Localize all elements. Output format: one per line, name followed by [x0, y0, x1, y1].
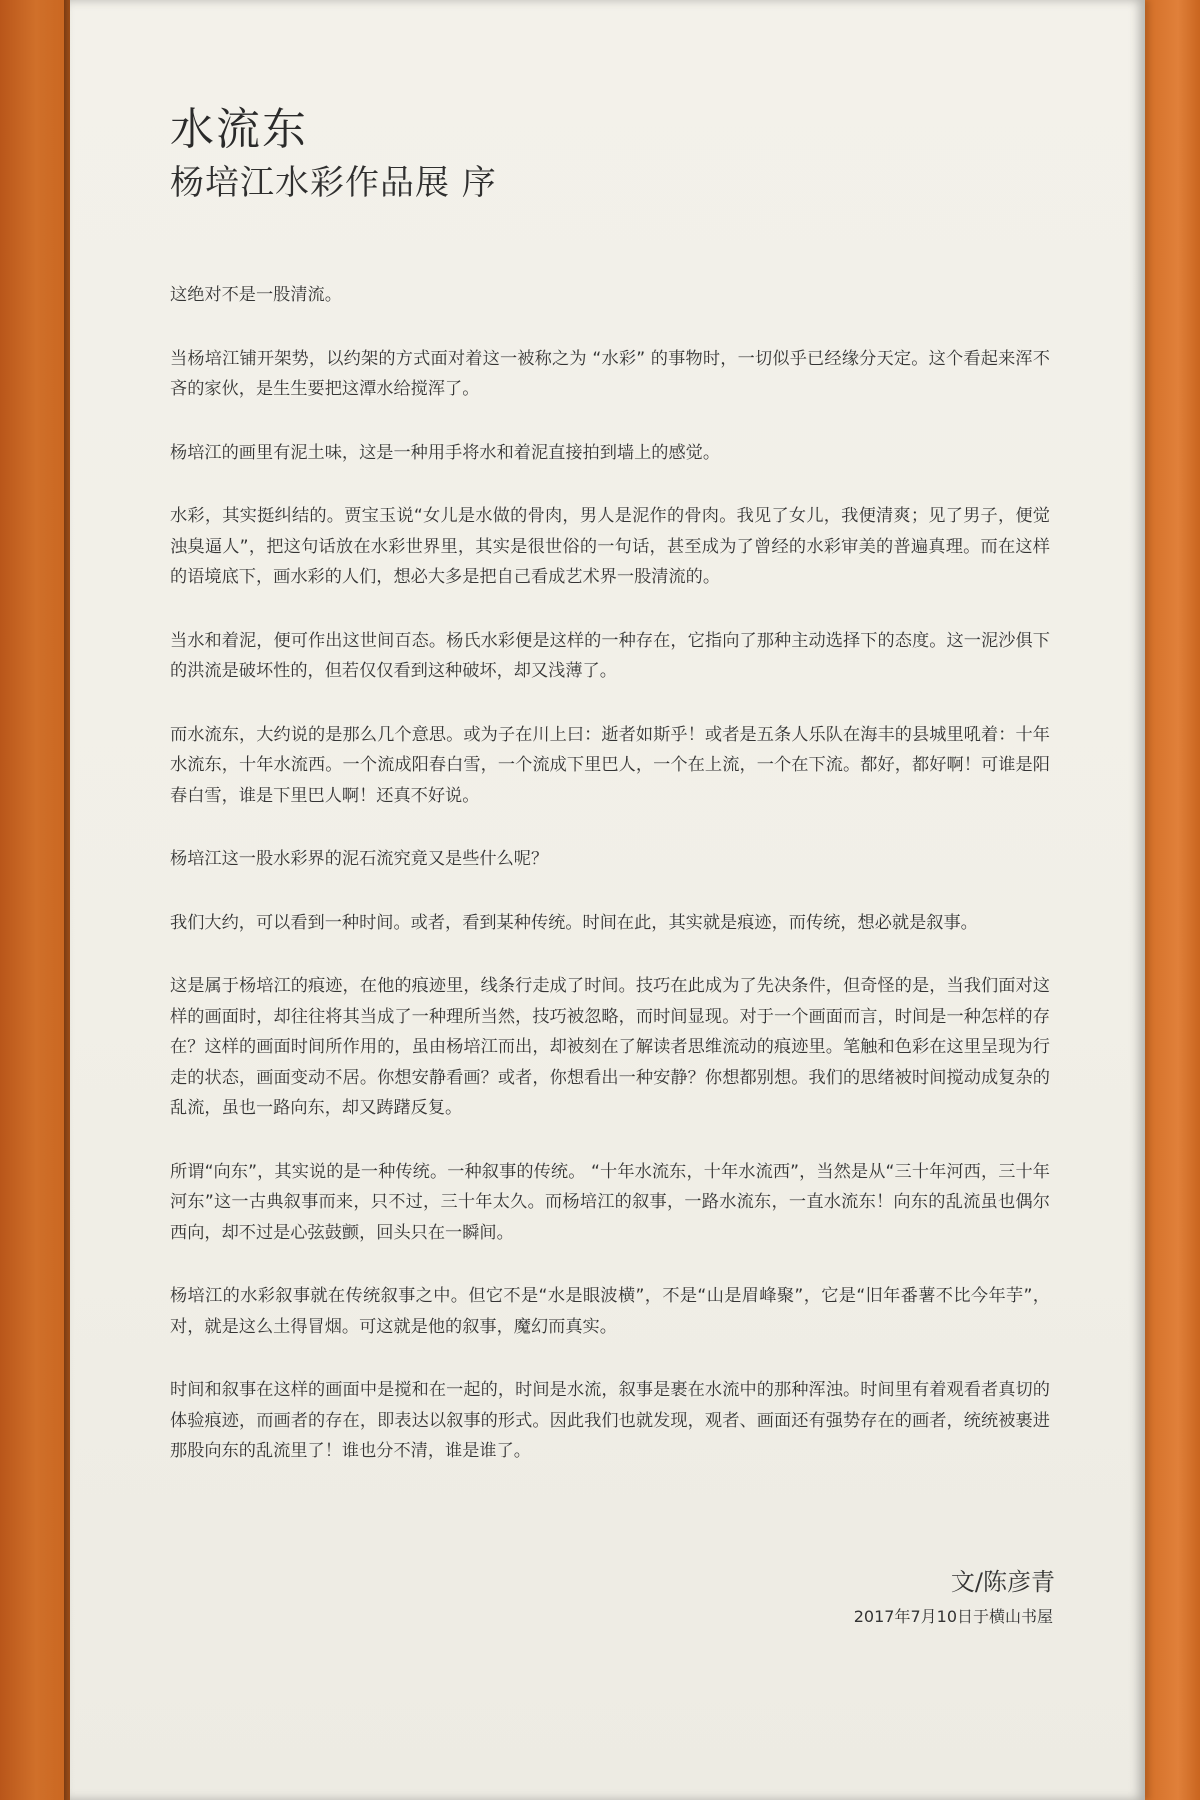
paragraph-4: 水彩，其实挺纠结的。贾宝玉说“女儿是水做的骨肉，男人是泥作的骨肉。我见了女儿，我便清爽；见了男子，便觉浊臭逼人”，把这句话放在水彩世界里，其实是很世俗的一句话，甚至成为了曾经的水彩审美的普遍真理。而在这样的语境底下，画水彩的人们，想必大多是把自己看成艺术界一股清流的。 — [170, 506, 1050, 587]
paragraph-3: 杨培江的画里有泥土味，这是一种用手将水和着泥直接拍到墙上的感觉。 — [170, 442, 721, 463]
paragraph-11: 杨培江的水彩叙事就在传统叙事之中。但它不是“水是眼波横”，不是“山是眉峰聚”，它是“旧年番薯不比今年芋”，对，就是这么土得冒烟。可这就是他的叙事，魔幻而真实。 — [170, 1286, 1050, 1337]
paragraph-12: 时间和叙事在这样的画面中是搅和在一起的，时间是水流，叙事是裹在水流中的那种浑浊。时间里有着观看者真切的体验痕迹，而画者的存在，即表达以叙事的形式。因此我们也就发现，观者、画面还有强势存在的画者，统统被裹进那股向东的乱流里了！谁也分不清，谁是谁了。 — [170, 1380, 1050, 1461]
paragraph-8: 我们大约，可以看到一种时间。或者，看到某种传统。时间在此，其实就是痕迹，而传统，想必就是叙事。 — [170, 912, 978, 933]
paragraph-6: 而水流东，大约说的是那么几个意思。或为子在川上曰：逝者如斯乎！或者是五条人乐队在海丰的县城里吼着：十年水流东，十年水流西。一个流成阳春白雪，一个流成下里巴人，一个在上流，一个在下流。都好，都好啊！可谁是阳春白雪，谁是下里巴人啊！还真不好说。 — [170, 724, 1050, 806]
paragraph-9: 这是属于杨培江的痕迹，在他的痕迹里，线条行走成了时间。技巧在此成为了先决条件，但奇怪的是，当我们面对这样的画面时，却往往将其当成了一种理所当然，技巧被忽略，而时间显现。对于一个画面而言，时间是一种怎样的存在？这样的画面时间所作用的，虽由杨培江而出，却被刻在了解读者思维流动的痕迹里。笔触和色彩在这里呈现为行走的状态，画面变动不居。你想安静看画？或者，你想看出一种安静？你想都别想。我们的思绪被时间搅动成复杂的乱流，虽也一路向东，却又踌躇反复。 — [170, 976, 1050, 1118]
author-signature: 文/陈彦青 — [950, 1568, 1055, 1596]
wall-right-edge — [1145, 0, 1200, 1800]
page-title: 水流东 — [170, 104, 308, 155]
paragraph-10: 所谓“向东”，其实说的是一种传统。一种叙事的传统。 “十年水流东，十年水流西”，当然是从“三十年河西，三十年河东”这一古典叙事而来，只不过，三十年太久。而杨培江的叙事，一路水流东，一直水流东！向东的乱流虽也偶尔西向，却不过是心弦鼓颤，回头只在一瞬间。 — [170, 1161, 1050, 1243]
paragraph-1: 这绝对不是一股清流。 — [170, 285, 342, 305]
paragraph-5: 当水和着泥，便可作出这世间百态。杨氏水彩便是这样的一种存在，它指向了那种主动选择下的态度。这一泥沙俱下的洪流是破坏性的，但若仅仅看到这种破坏，却又浅薄了。 — [170, 630, 1050, 681]
page-subtitle: 杨培江水彩作品展 序 — [170, 163, 497, 203]
paragraph-2: 当杨培江铺开架势，以约架的方式面对着这一被称之为 “水彩” 的事物时，一切似乎已经缘分天定。这个看起来浑不吝的家伙，是生生要把这潭水给搅浑了。 — [170, 348, 1050, 399]
paragraph-7: 杨培江这一股水彩界的泥石流究竟又是些什么呢？ — [170, 849, 549, 869]
date-line: 2017年7月10日于横山书屋 — [853, 1607, 1053, 1626]
preface-body — [170, 280, 1050, 1500]
